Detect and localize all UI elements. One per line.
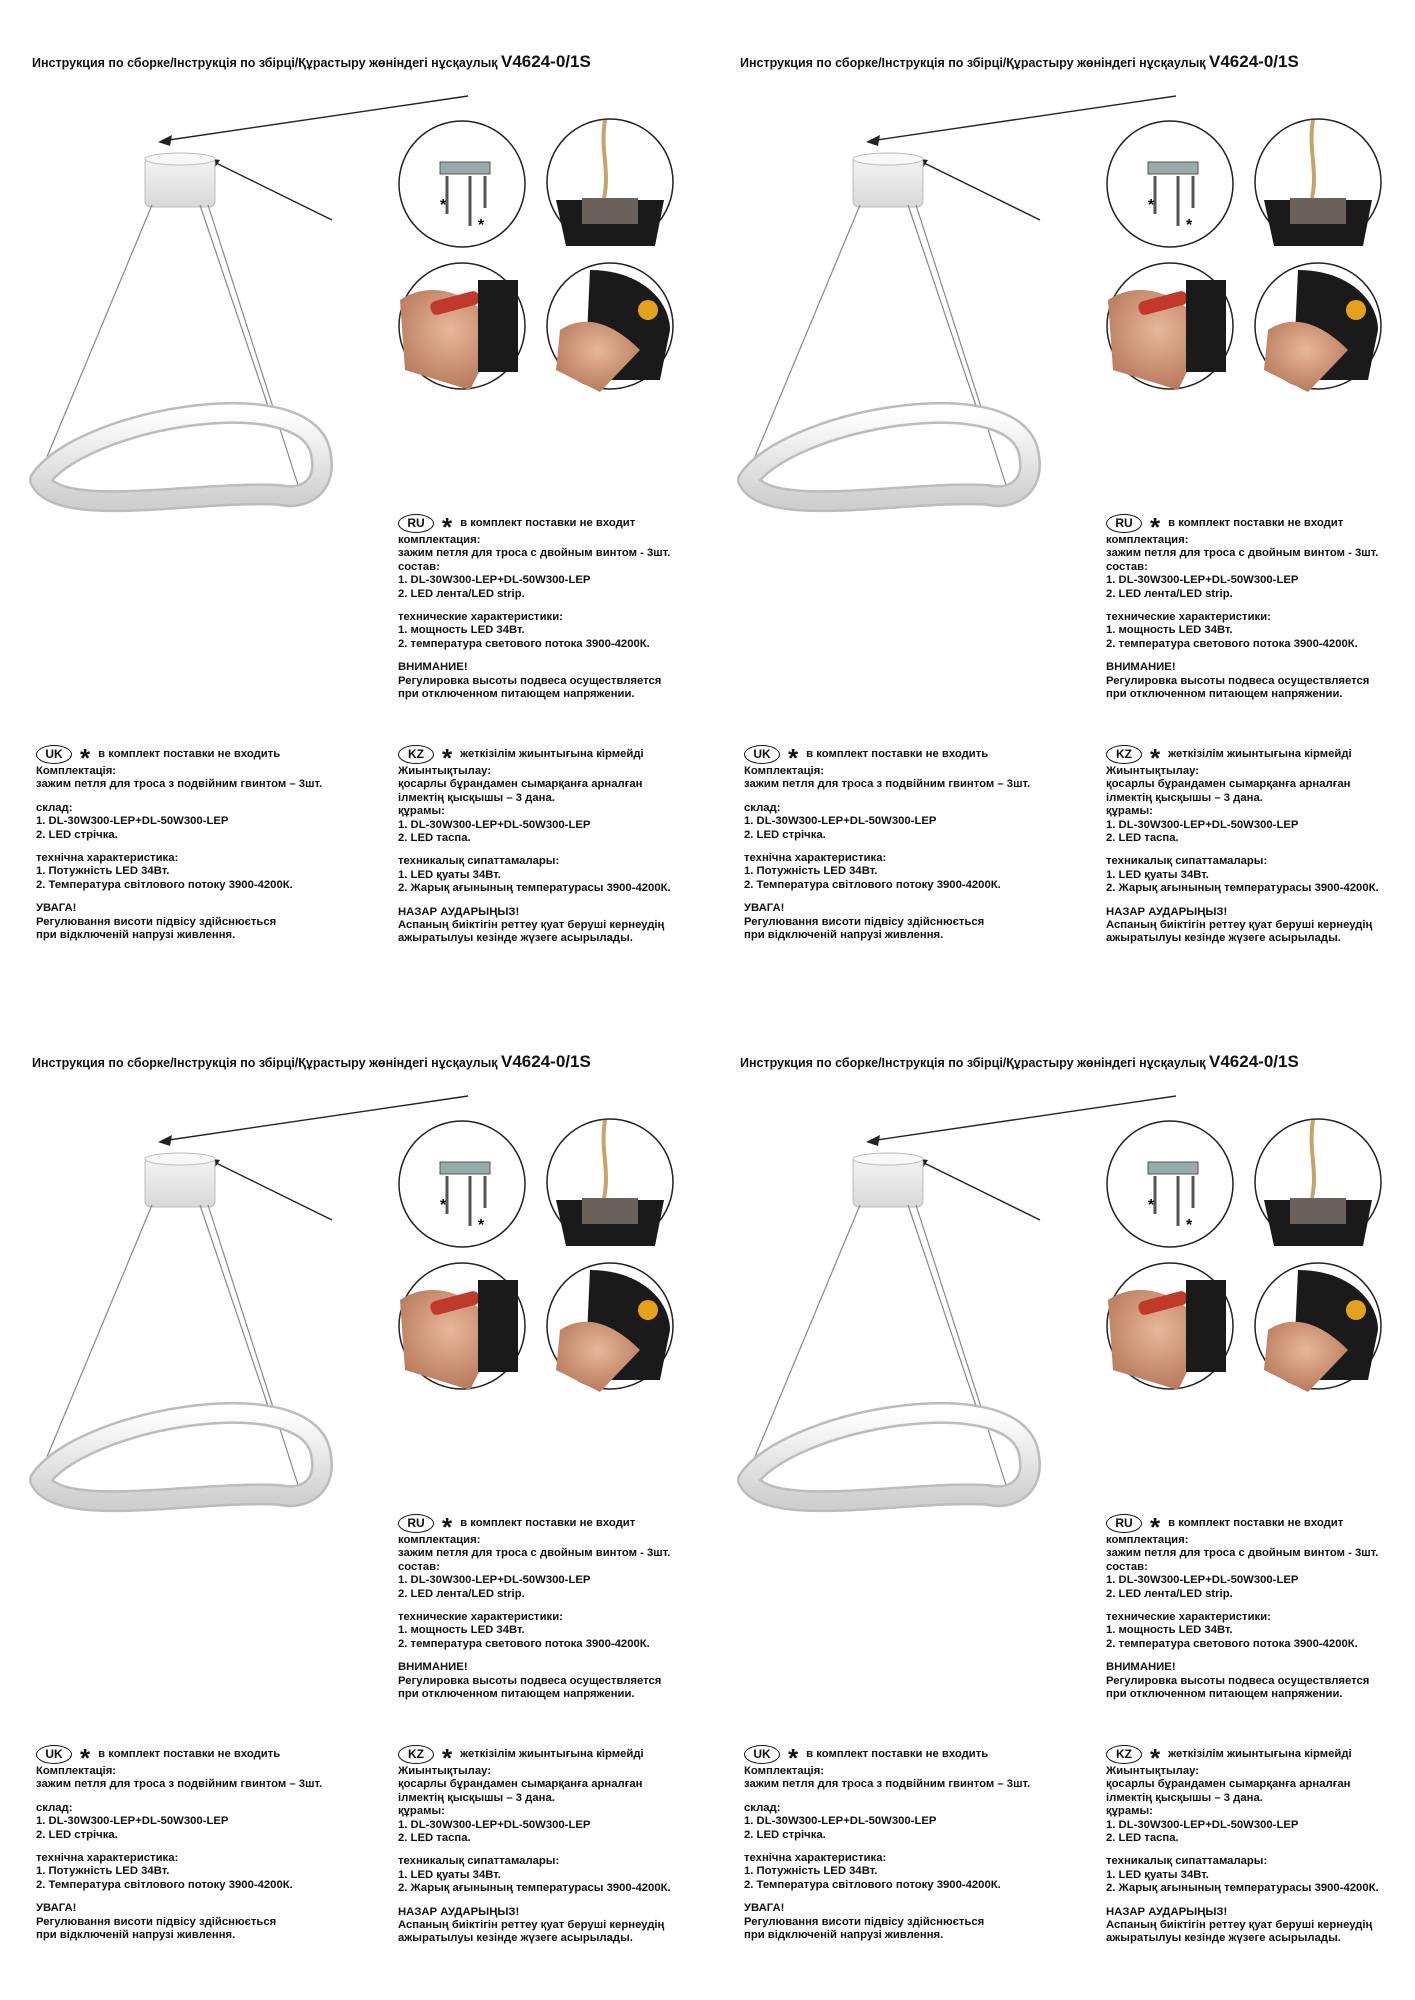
kz-note: жеткізілім жиынтығына кірмейді <box>1168 747 1352 760</box>
uk-badge: UK <box>744 745 780 764</box>
ru-line: зажим петля для троса с двойным винтом - 3шт. <box>398 1547 671 1560</box>
kz-line: қосарлы бұрандамен сымарқанға арналған <box>398 1778 643 1791</box>
title-text: Инструкция по сборке/Інструкція по збірці/Құрастыру жөніндегі нұсқаулық <box>740 1056 1206 1070</box>
instruction-panel <box>708 1000 1415 2000</box>
ru-line: зажим петля для троса с двойным винтом - 3шт. <box>398 547 671 560</box>
ru-line: 2. LED лента/LED strip. <box>1106 1587 1233 1600</box>
ru-line: Регулировка высоты подвеса осуществляется <box>1106 1674 1370 1687</box>
kz-line: Аспаның биіктігін реттеу қуат беруші кернеудің <box>398 919 665 932</box>
kz-note: жеткізілім жиынтығына кірмейді <box>1168 1747 1352 1760</box>
kz-badge: KZ <box>1106 745 1142 764</box>
kz-line: ажыратылуы кезінде жүзеге асырылады. <box>1106 932 1341 945</box>
kz-line: Жиынтықтылау: <box>1106 1765 1199 1777</box>
asterisk-icon: * <box>1150 512 1161 542</box>
ru-line: технические характеристики: <box>398 1611 563 1624</box>
uk-line: зажим петля для троса з подвійним гвинтом – 3шт. <box>744 778 1031 791</box>
kz-line: НАЗАР АУДАРЫҢЫЗ! <box>1106 1905 1228 1918</box>
uk-note: в комплект поставки не входить <box>98 747 281 760</box>
kz-badge: KZ <box>1106 1745 1142 1764</box>
uk-line: 1. DL-30W300-LEP+DL-50W300-LEP <box>36 1815 229 1828</box>
uk-line: зажим петля для троса з подвійним гвинтом – 3шт. <box>36 778 323 791</box>
kz-line: 1. DL-30W300-LEP+DL-50W300-LEP <box>1106 1818 1299 1831</box>
kz-line: техникалық сипаттамалары: <box>398 1855 560 1868</box>
uk-line: склад: <box>36 801 73 814</box>
ru-line: 2. температура светового потока 3900-4200К. <box>1106 1637 1358 1650</box>
kz-line: 2. Жарық ағынының температурасы 3900-4200К. <box>1106 1882 1379 1895</box>
kz-line: құрамы: <box>398 1805 445 1818</box>
ru-line: технические характеристики: <box>1106 1611 1271 1624</box>
uk-line: склад: <box>744 1801 781 1814</box>
kz-section <box>398 745 671 946</box>
kz-line: 2. Жарық ағынының температурасы 3900-4200К. <box>1106 882 1379 895</box>
ru-line: состав: <box>1106 560 1148 573</box>
kz-note: жеткізілім жиынтығына кірмейді <box>460 747 644 760</box>
ru-line: состав: <box>398 560 440 573</box>
kz-line: ілмектің қысқышы – 3 дана. <box>398 791 555 804</box>
ru-line: ВНИМАНИЕ! <box>1106 1661 1176 1674</box>
kz-line: 1. DL-30W300-LEP+DL-50W300-LEP <box>398 1818 591 1831</box>
uk-line: 1. DL-30W300-LEP+DL-50W300-LEP <box>744 815 937 828</box>
ru-line: 1. DL-30W300-LEP+DL-50W300-LEP <box>1106 1574 1299 1587</box>
kz-line: Аспаның биіктігін реттеу қуат беруші кернеудің <box>398 1919 665 1932</box>
kz-line: НАЗАР АУДАРЫҢЫЗ! <box>398 1905 520 1918</box>
kz-badge: KZ <box>398 745 434 764</box>
uk-line: УВАГА! <box>36 902 77 915</box>
ru-line: 2. температура светового потока 3900-4200К. <box>1106 637 1358 650</box>
uk-line: УВАГА! <box>744 902 785 915</box>
uk-section <box>744 745 1030 942</box>
ru-note: в комплект поставки не входит <box>460 516 636 529</box>
title-text: Инструкция по сборке/Інструкція по збірці/Құрастыру жөніндегі нұсқаулық <box>740 56 1206 70</box>
asterisk-icon: * <box>442 1512 453 1542</box>
uk-line: Регулювання висоти підвісу здійснюється <box>36 915 277 928</box>
ru-badge: RU <box>1106 1514 1142 1533</box>
kz-line: техникалық сипаттамалары: <box>398 855 560 868</box>
ru-line: состав: <box>398 1560 440 1573</box>
uk-line: Комплектація: <box>744 765 825 777</box>
ru-line: 1. мощность LED 34Вт. <box>1106 624 1233 637</box>
instruction-panel <box>0 0 707 1000</box>
kz-line: ілмектің қысқышы – 3 дана. <box>398 1791 555 1804</box>
asterisk-icon: * <box>80 743 91 773</box>
asterisk-icon: * <box>788 743 799 773</box>
kz-line: 2. LED таспа. <box>1106 832 1179 845</box>
kz-line: ілмектің қысқышы – 3 дана. <box>1106 791 1263 804</box>
ru-note: в комплект поставки не входит <box>1168 1516 1344 1529</box>
ru-line: 1. DL-30W300-LEP+DL-50W300-LEP <box>1106 574 1299 587</box>
uk-line: Регулювання висоти підвісу здійснюється <box>744 1915 985 1928</box>
asterisk-icon: * <box>1150 1512 1161 1542</box>
ru-section <box>1106 514 1378 701</box>
ru-line: Регулировка высоты подвеса осуществляется <box>398 674 662 687</box>
pendant-lamp-illustration <box>708 1000 1415 1520</box>
uk-line: при відключеній напрузі живлення. <box>744 929 944 942</box>
uk-line: технічна характеристика: <box>744 852 887 865</box>
uk-line: Комплектація: <box>744 1765 825 1777</box>
ru-line: 1. мощность LED 34Вт. <box>398 624 525 637</box>
uk-badge: UK <box>36 1745 72 1764</box>
kz-line: 1. LED қуаты 34Вт. <box>398 1868 501 1881</box>
ru-note: в комплект поставки не входит <box>460 1516 636 1529</box>
uk-line: 2. Температура світлового потоку 3900-4200К. <box>744 1878 1001 1891</box>
model-number: V4624-0/1S <box>501 52 591 71</box>
model-number: V4624-0/1S <box>1209 1052 1299 1071</box>
kz-line: құрамы: <box>1106 805 1153 818</box>
kz-section <box>1106 1745 1379 1946</box>
kz-line: ажыратылуы кезінде жүзеге асырылады. <box>1106 1932 1341 1945</box>
uk-line: зажим петля для троса з подвійним гвинтом – 3шт. <box>744 1778 1031 1791</box>
asterisk-icon: * <box>442 743 453 773</box>
kz-line: 2. Жарық ағынының температурасы 3900-4200К. <box>398 1882 671 1895</box>
uk-line: при відключеній напрузі живлення. <box>36 1929 236 1942</box>
kz-line: ажыратылуы кезінде жүзеге асырылады. <box>398 1932 633 1945</box>
uk-line: 2. LED стрічка. <box>744 1828 826 1841</box>
uk-line: 2. LED стрічка. <box>36 828 118 841</box>
asterisk-icon: * <box>80 1743 91 1773</box>
ru-line: зажим петля для троса с двойным винтом - 3шт. <box>1106 1547 1379 1560</box>
kz-line: 2. LED таспа. <box>1106 1832 1179 1845</box>
uk-line: 2. Температура світлового потоку 3900-4200К. <box>744 878 1001 891</box>
ru-badge: RU <box>398 514 434 533</box>
pendant-lamp-illustration <box>0 0 707 520</box>
kz-line: 1. LED қуаты 34Вт. <box>398 868 501 881</box>
pendant-lamp-illustration <box>708 0 1415 520</box>
ru-line: 1. DL-30W300-LEP+DL-50W300-LEP <box>398 1574 591 1587</box>
ru-line: Регулировка высоты подвеса осуществляется <box>398 1674 662 1687</box>
kz-line: құрамы: <box>1106 1805 1153 1818</box>
kz-line: ілмектің қысқышы – 3 дана. <box>1106 1791 1263 1804</box>
uk-line: 1. DL-30W300-LEP+DL-50W300-LEP <box>36 815 229 828</box>
kz-note: жеткізілім жиынтығына кірмейді <box>460 1747 644 1760</box>
kz-line: ажыратылуы кезінде жүзеге асырылады. <box>398 932 633 945</box>
uk-section <box>36 745 322 942</box>
kz-section <box>398 1745 671 1946</box>
kz-line: Жиынтықтылау: <box>1106 765 1199 777</box>
kz-line: қосарлы бұрандамен сымарқанға арналған <box>398 778 643 791</box>
kz-line: НАЗАР АУДАРЫҢЫЗ! <box>1106 905 1228 918</box>
uk-line: склад: <box>744 801 781 814</box>
kz-line: 1. LED қуаты 34Вт. <box>1106 1868 1209 1881</box>
ru-line: ВНИМАНИЕ! <box>398 661 468 674</box>
uk-line: Регулювання висоти підвісу здійснюється <box>36 1915 277 1928</box>
instruction-panel <box>0 1000 707 2000</box>
uk-section <box>36 1745 322 1942</box>
ru-line: 2. LED лента/LED strip. <box>398 1587 525 1600</box>
uk-line: Комплектація: <box>36 765 117 777</box>
pendant-lamp-illustration <box>0 1000 707 1520</box>
ru-note: в комплект поставки не входит <box>1168 516 1344 529</box>
ru-section <box>398 1514 670 1701</box>
ru-line: технические характеристики: <box>1106 611 1271 624</box>
asterisk-icon: * <box>442 512 453 542</box>
kz-line: 2. LED таспа. <box>398 832 471 845</box>
instruction-panel <box>708 0 1415 1000</box>
kz-line: 2. LED таспа. <box>398 1832 471 1845</box>
ru-line: 1. DL-30W300-LEP+DL-50W300-LEP <box>398 574 591 587</box>
uk-line: УВАГА! <box>36 1902 77 1915</box>
model-number: V4624-0/1S <box>1209 52 1299 71</box>
kz-line: қосарлы бұрандамен сымарқанға арналған <box>1106 1778 1351 1791</box>
ru-line: при отключенном питающем напряжении. <box>398 1688 635 1701</box>
uk-line: при відключеній напрузі живлення. <box>36 929 236 942</box>
ru-line: 2. температура светового потока 3900-4200К. <box>398 637 650 650</box>
uk-note: в комплект поставки не входить <box>806 747 989 760</box>
title-text: Инструкция по сборке/Інструкція по збірці/Құрастыру жөніндегі нұсқаулық <box>32 1056 498 1070</box>
asterisk-icon: * <box>788 1743 799 1773</box>
ru-line: технические характеристики: <box>398 611 563 624</box>
ru-line: зажим петля для троса с двойным винтом - 3шт. <box>1106 547 1379 560</box>
kz-line: 1. DL-30W300-LEP+DL-50W300-LEP <box>1106 818 1299 831</box>
uk-line: зажим петля для троса з подвійним гвинтом – 3шт. <box>36 1778 323 1791</box>
ru-line: Регулировка высоты подвеса осуществляется <box>1106 674 1370 687</box>
ru-line: комплектация: <box>398 1534 481 1546</box>
ru-line: при отключенном питающем напряжении. <box>1106 688 1343 701</box>
uk-line: при відключеній напрузі живлення. <box>744 1929 944 1942</box>
ru-section <box>398 514 670 701</box>
ru-line: 1. мощность LED 34Вт. <box>1106 1624 1233 1637</box>
ru-badge: RU <box>1106 514 1142 533</box>
kz-line: техникалық сипаттамалары: <box>1106 1855 1268 1868</box>
uk-line: 1. DL-30W300-LEP+DL-50W300-LEP <box>744 1815 937 1828</box>
kz-badge: KZ <box>398 1745 434 1764</box>
uk-line: 2. LED стрічка. <box>36 1828 118 1841</box>
kz-line: НАЗАР АУДАРЫҢЫЗ! <box>398 905 520 918</box>
kz-line: Жиынтықтылау: <box>398 1765 491 1777</box>
asterisk-icon: * <box>1150 1743 1161 1773</box>
ru-line: 1. мощность LED 34Вт. <box>398 1624 525 1637</box>
ru-badge: RU <box>398 1514 434 1533</box>
uk-line: 2. Температура світлового потоку 3900-4200К. <box>36 878 293 891</box>
uk-badge: UK <box>36 745 72 764</box>
kz-line: Жиынтықтылау: <box>398 765 491 777</box>
uk-line: Регулювання висоти підвісу здійснюється <box>744 915 985 928</box>
uk-note: в комплект поставки не входить <box>98 1747 281 1760</box>
kz-section <box>1106 745 1379 946</box>
ru-line: 2. LED лента/LED strip. <box>1106 587 1233 600</box>
uk-line: 1. Потужність LED 34Вт. <box>36 1865 170 1878</box>
uk-line: 1. Потужність LED 34Вт. <box>36 865 170 878</box>
kz-line: Аспаның биіктігін реттеу қуат беруші кернеудің <box>1106 1919 1373 1932</box>
uk-line: 2. Температура світлового потоку 3900-4200К. <box>36 1878 293 1891</box>
ru-line: 2. LED лента/LED strip. <box>398 587 525 600</box>
uk-line: технічна характеристика: <box>36 852 179 865</box>
uk-section <box>744 1745 1030 1942</box>
ru-line: 2. температура светового потока 3900-4200К. <box>398 1637 650 1650</box>
ru-line: при отключенном питающем напряжении. <box>1106 1688 1343 1701</box>
ru-section <box>1106 1514 1378 1701</box>
kz-line: Аспаның биіктігін реттеу қуат беруші кернеудің <box>1106 919 1373 932</box>
uk-line: технічна характеристика: <box>744 1852 887 1865</box>
uk-line: 2. LED стрічка. <box>744 828 826 841</box>
uk-line: 1. Потужність LED 34Вт. <box>744 865 878 878</box>
kz-line: 1. LED қуаты 34Вт. <box>1106 868 1209 881</box>
model-number: V4624-0/1S <box>501 1052 591 1071</box>
ru-line: ВНИМАНИЕ! <box>398 1661 468 1674</box>
ru-line: комплектация: <box>398 534 481 546</box>
ru-line: ВНИМАНИЕ! <box>1106 661 1176 674</box>
kz-line: 2. Жарық ағынының температурасы 3900-4200К. <box>398 882 671 895</box>
asterisk-icon: * <box>1150 743 1161 773</box>
uk-note: в комплект поставки не входить <box>806 1747 989 1760</box>
ru-line: комплектация: <box>1106 534 1189 546</box>
kz-line: 1. DL-30W300-LEP+DL-50W300-LEP <box>398 818 591 831</box>
uk-badge: UK <box>744 1745 780 1764</box>
kz-line: қосарлы бұрандамен сымарқанға арналған <box>1106 778 1351 791</box>
uk-line: Комплектація: <box>36 1765 117 1777</box>
asterisk-icon: * <box>442 1743 453 1773</box>
uk-line: 1. Потужність LED 34Вт. <box>744 1865 878 1878</box>
ru-line: при отключенном питающем напряжении. <box>398 688 635 701</box>
title-text: Инструкция по сборке/Інструкція по збірці/Құрастыру жөніндегі нұсқаулық <box>32 56 498 70</box>
uk-line: склад: <box>36 1801 73 1814</box>
uk-line: УВАГА! <box>744 1902 785 1915</box>
uk-line: технічна характеристика: <box>36 1852 179 1865</box>
ru-line: комплектация: <box>1106 1534 1189 1546</box>
ru-line: состав: <box>1106 1560 1148 1573</box>
kz-line: техникалық сипаттамалары: <box>1106 855 1268 868</box>
kz-line: құрамы: <box>398 805 445 818</box>
